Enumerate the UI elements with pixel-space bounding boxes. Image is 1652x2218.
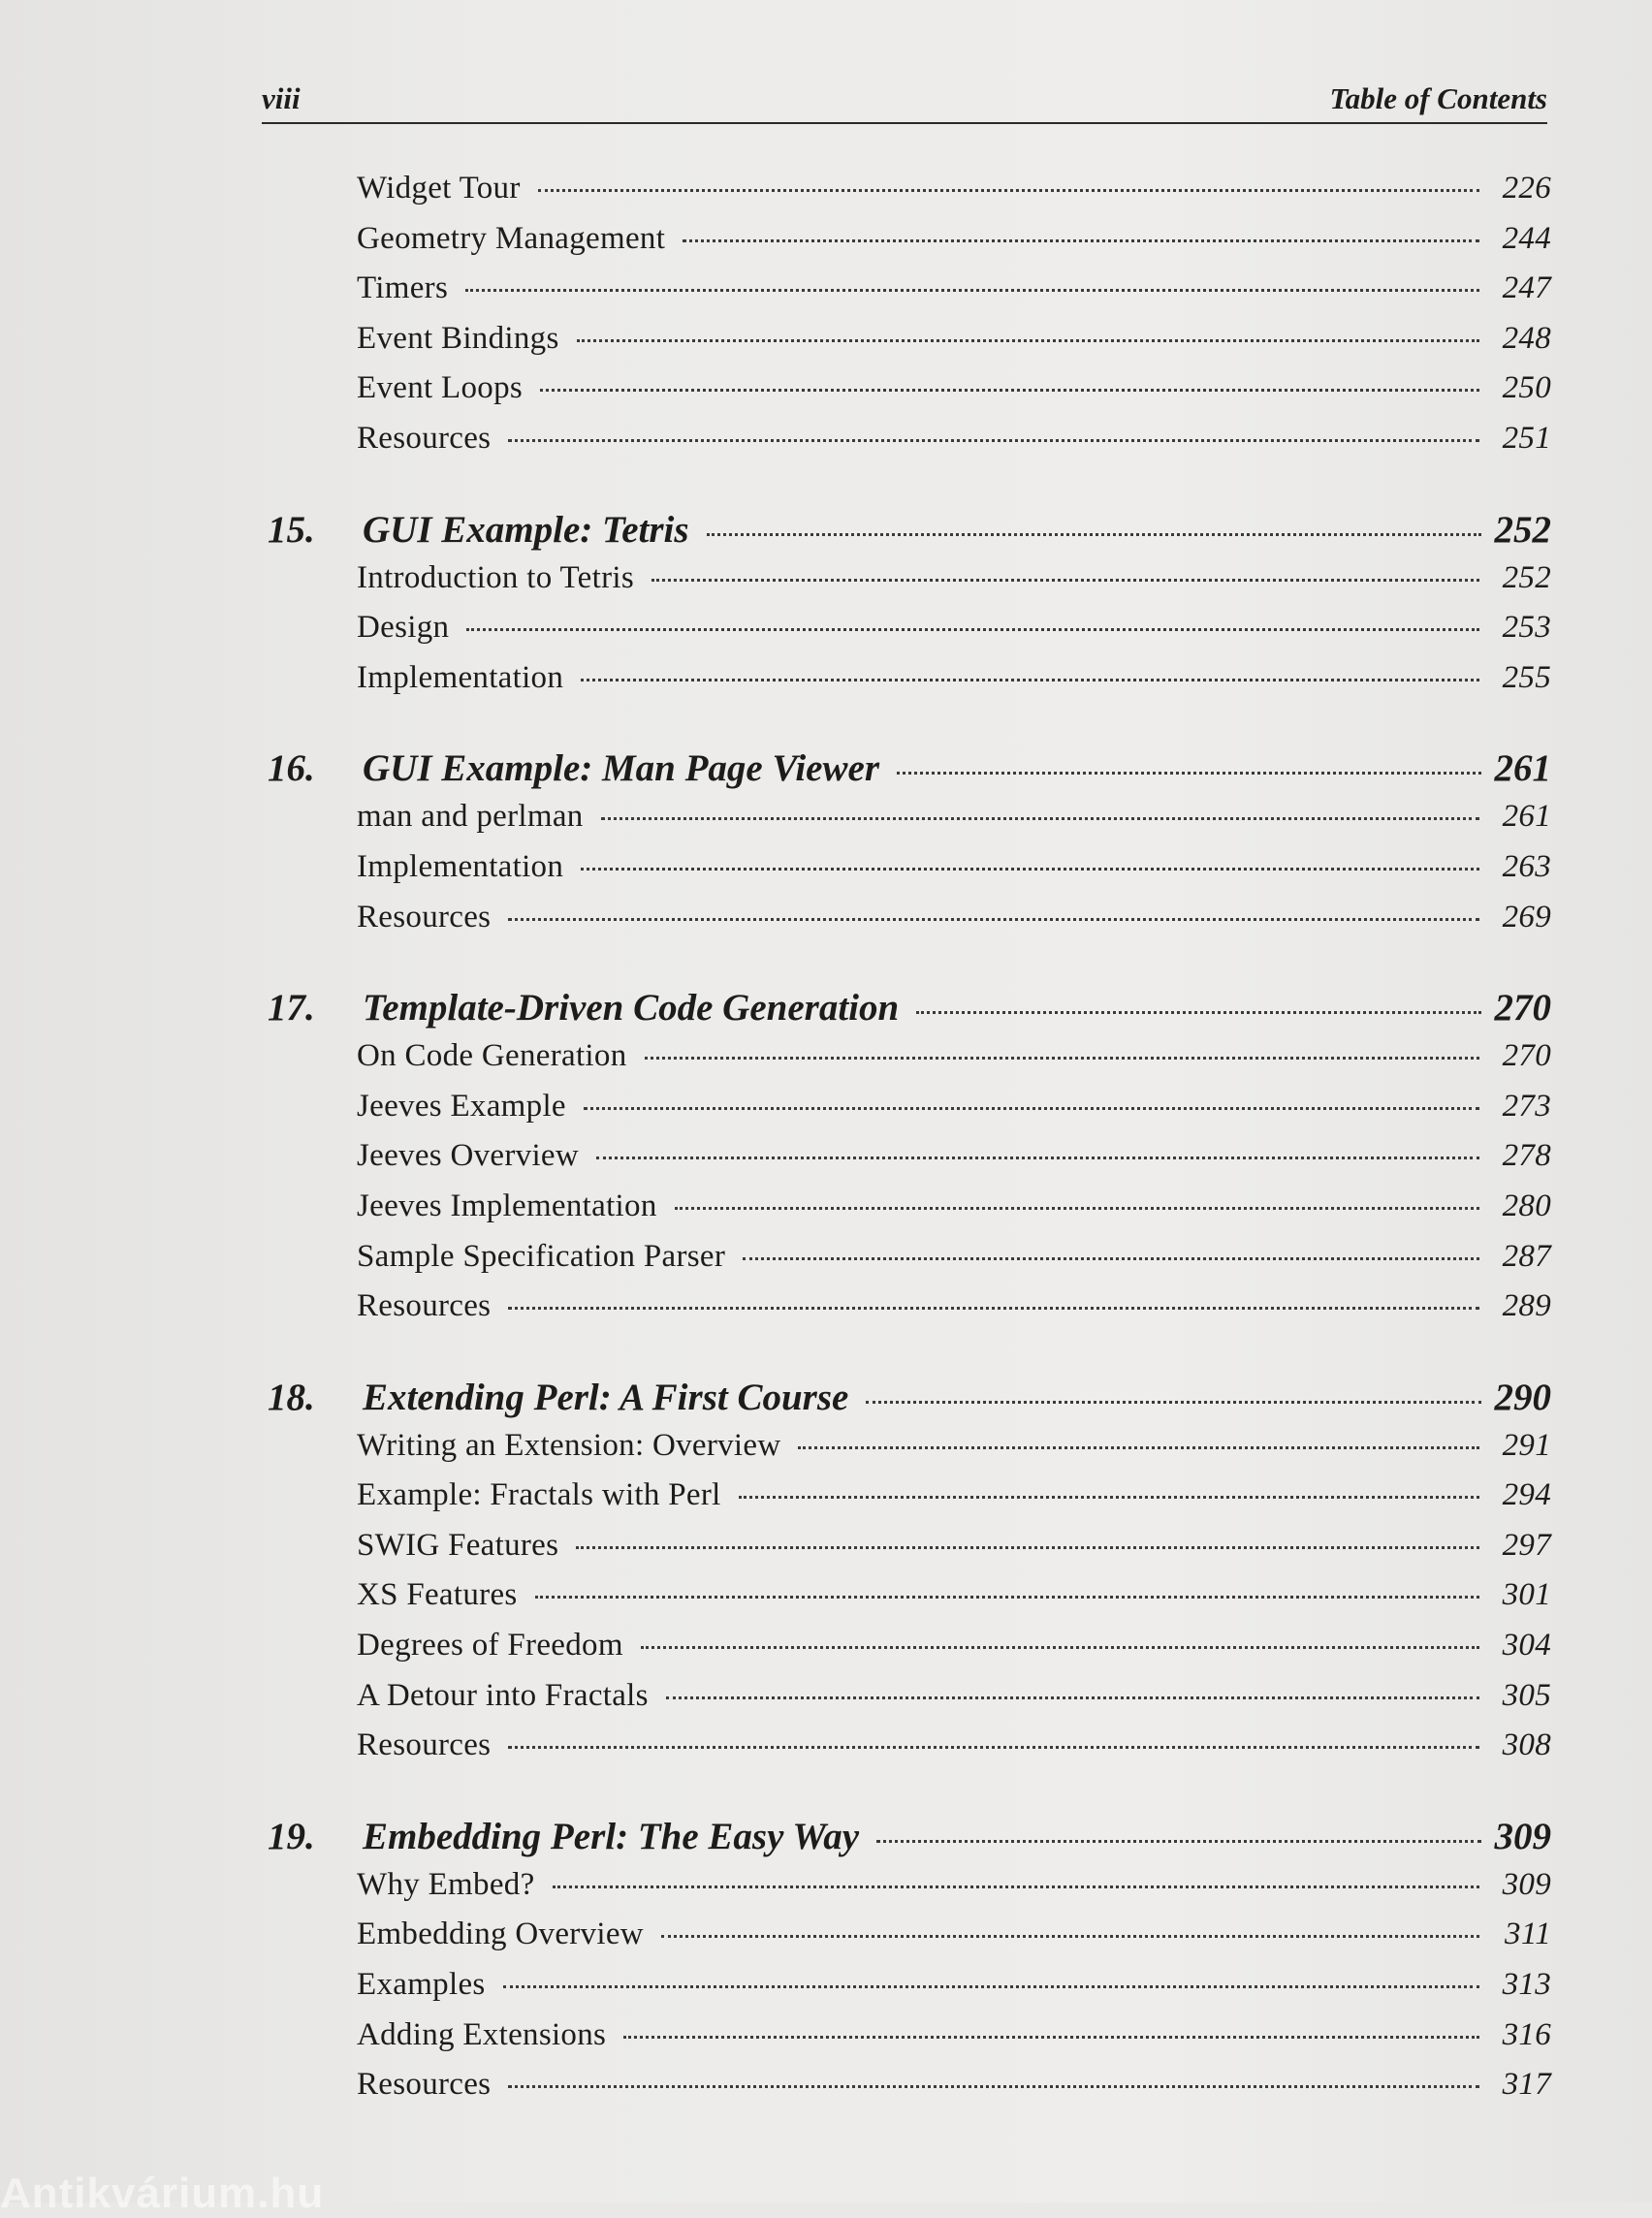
toc-entry [262,1967,1551,2017]
dot-leader [508,439,1479,442]
toc-entry [262,1628,1551,1678]
toc-entry-page: 253 [1502,610,1551,646]
dot-leader [596,1157,1479,1159]
toc-entry [262,1188,1551,1239]
toc-entry-page: 313 [1502,1967,1551,2003]
dot-leader [897,772,1481,775]
toc-entry-label: Example: Fractals with Perl [357,1477,721,1513]
dot-leader [645,1057,1480,1060]
toc-entry-page: 309 [1502,1866,1551,1902]
toc-entry-page: 252 [1502,559,1551,595]
toc-entry-label: Event Loops [357,370,524,406]
dot-leader [584,1107,1479,1110]
toc-entry-page: 255 [1502,659,1551,695]
toc-entry-label: Embedding Overview [357,1917,644,1952]
chapter-title: Extending Perl: A First Course [363,1376,849,1418]
toc-entry-label: SWIG Features [357,1527,559,1563]
dot-leader [581,868,1479,871]
toc-entry-label: Resources [357,2067,492,2103]
toc-entry-page: 244 [1502,220,1551,256]
toc-entry-label: Resources [357,420,492,456]
dot-leader [916,1011,1480,1014]
toc-entry-page: 270 [1502,1038,1551,1074]
toc-entry [262,1867,1551,1917]
dot-leader [601,817,1479,820]
toc-entry-label: On Code Generation [357,1038,627,1074]
dot-leader [683,239,1479,242]
watermark-text: Antikvárium.hu [0,2170,325,2217]
dot-leader [466,628,1479,631]
toc-entry-label: Event Bindings [357,320,559,356]
toc-entry [262,799,1551,849]
toc-entry [262,2017,1551,2068]
chapter-title: GUI Example: Man Page Viewer [363,747,879,790]
chapter-number: 18. [268,1376,315,1418]
chapter-title: Embedding Perl: The Easy Way [363,1815,860,1857]
dot-leader [540,389,1479,392]
toc-entry-page: 278 [1502,1138,1551,1174]
toc-entry-page: 248 [1502,320,1551,356]
toc-entry-page: 261 [1502,799,1551,835]
chapter-page: 290 [1494,1376,1551,1418]
dot-leader [508,2085,1479,2088]
toc-entry-label: Implementation [357,848,564,884]
toc-entry-page: 291 [1502,1427,1551,1463]
chapter-heading [262,746,1551,799]
chapter-heading [262,1815,1551,1867]
toc-entry-label: Timers [357,270,449,306]
chapter-page: 252 [1494,508,1551,551]
toc-entry-page: 287 [1502,1238,1551,1274]
dot-leader [876,1840,1480,1843]
chapter-16 [262,746,1551,949]
toc-entry [262,1288,1551,1339]
toc-entry-page: 247 [1502,270,1551,306]
toc-entry [262,1089,1551,1139]
chapter-17 [262,986,1551,1339]
toc-entry-page: 294 [1502,1477,1551,1513]
dot-leader [661,1935,1479,1938]
toc-entry-page: 280 [1502,1188,1551,1223]
dot-leader [503,1985,1479,1988]
toc-entry-label: Why Embed? [357,1866,535,1902]
dot-leader [508,918,1479,921]
toc-entry-label: Resources [357,1727,492,1763]
table-of-contents [262,171,1551,2154]
toc-entry-label: A Detour into Fractals [357,1677,649,1713]
toc-entry-label: Writing an Extension: Overview [357,1427,781,1463]
toc-entry-label: Implementation [357,659,564,695]
toc-entry [262,221,1551,271]
toc-entry [262,270,1551,321]
toc-entry-page: 301 [1502,1577,1551,1613]
running-head-title: Table of Contents [1329,81,1547,115]
dot-leader [743,1257,1479,1260]
toc-entry [262,2067,1551,2117]
toc-entry [262,370,1551,421]
dot-leader [739,1496,1479,1499]
toc-entry-label: Jeeves Overview [357,1138,579,1174]
toc-entry-page: 263 [1502,848,1551,884]
chapter-heading [262,986,1551,1038]
chapter-number: 15. [268,508,315,551]
toc-entry-page: 250 [1502,370,1551,406]
toc-entry [262,1917,1551,1967]
dot-leader [866,1401,1480,1404]
toc-entry-page: 304 [1502,1628,1551,1664]
toc-entry [262,560,1551,611]
running-head [262,78,1547,124]
toc-entry [262,1038,1551,1089]
toc-entry-page: 317 [1502,2067,1551,2103]
toc-entry [262,171,1551,221]
toc-entry-label: Adding Extensions [357,2016,607,2052]
toc-entry [262,321,1551,371]
toc-entry [262,660,1551,711]
toc-entry-label: XS Features [357,1577,518,1613]
chapter-page: 309 [1494,1815,1551,1857]
chapter-number: 16. [268,747,315,790]
dot-leader [535,1596,1479,1599]
toc-entry-page: 305 [1502,1677,1551,1713]
toc-entry-label: Widget Tour [357,171,521,206]
toc-entry-page: 251 [1502,420,1551,456]
toc-entry [262,1577,1551,1628]
dot-leader [508,1746,1479,1749]
toc-entry [262,1138,1551,1188]
chapter-page: 261 [1494,747,1551,790]
dot-leader [538,189,1479,192]
dot-leader [707,533,1481,536]
toc-entry [262,1428,1551,1478]
toc-entry [262,1528,1551,1578]
toc-entry-label: Examples [357,1967,486,2003]
continued-sections [262,171,1551,471]
toc-entry [262,1678,1551,1728]
dot-leader [581,679,1479,681]
dot-leader [798,1446,1479,1449]
toc-entry [262,1727,1551,1778]
dot-leader [553,1885,1479,1888]
toc-entry-label: Design [357,610,450,646]
toc-entry [262,610,1551,660]
chapter-heading [262,508,1551,560]
toc-entry-page: 311 [1505,1917,1551,1952]
toc-entry-page: 308 [1502,1727,1551,1763]
dot-leader [623,2036,1479,2039]
toc-entry [262,849,1551,900]
toc-entry [262,421,1551,471]
toc-entry-label: Degrees of Freedom [357,1628,623,1664]
chapter-page: 270 [1494,987,1551,1030]
chapter-title: Template-Driven Code Generation [363,987,900,1030]
toc-entry [262,900,1551,950]
dot-leader [675,1207,1479,1210]
dot-leader [508,1307,1479,1310]
toc-entry-label: Resources [357,1288,492,1324]
toc-entry-label: Sample Specification Parser [357,1238,726,1274]
dot-leader [666,1696,1479,1699]
toc-entry-label: Jeeves Example [357,1088,566,1124]
toc-entry-page: 226 [1502,171,1551,206]
toc-entry-label: Geometry Management [357,220,666,256]
chapter-title: GUI Example: Tetris [363,508,689,551]
toc-entry-page: 289 [1502,1288,1551,1324]
dot-leader [651,579,1479,582]
toc-entry [262,1239,1551,1289]
dot-leader [576,1546,1479,1549]
toc-entry-label: Jeeves Implementation [357,1188,657,1223]
chapter-number: 17. [268,987,315,1030]
chapter-18 [262,1376,1551,1778]
chapter-heading [262,1376,1551,1428]
dot-leader [577,339,1479,342]
chapter-number: 19. [268,1815,315,1857]
dot-leader [465,289,1479,292]
toc-entry-page: 269 [1502,899,1551,935]
chapter-19 [262,1815,1551,2117]
chapter-15 [262,508,1551,711]
toc-entry-label: Resources [357,899,492,935]
dot-leader [641,1646,1479,1649]
toc-entry [262,1477,1551,1528]
toc-entry-page: 297 [1502,1527,1551,1563]
toc-entry-page: 273 [1502,1088,1551,1124]
page-folio: viii [262,81,301,115]
toc-entry-label: Introduction to Tetris [357,559,634,595]
toc-entry-page: 316 [1502,2016,1551,2052]
toc-entry-label: man and perlman [357,799,584,835]
